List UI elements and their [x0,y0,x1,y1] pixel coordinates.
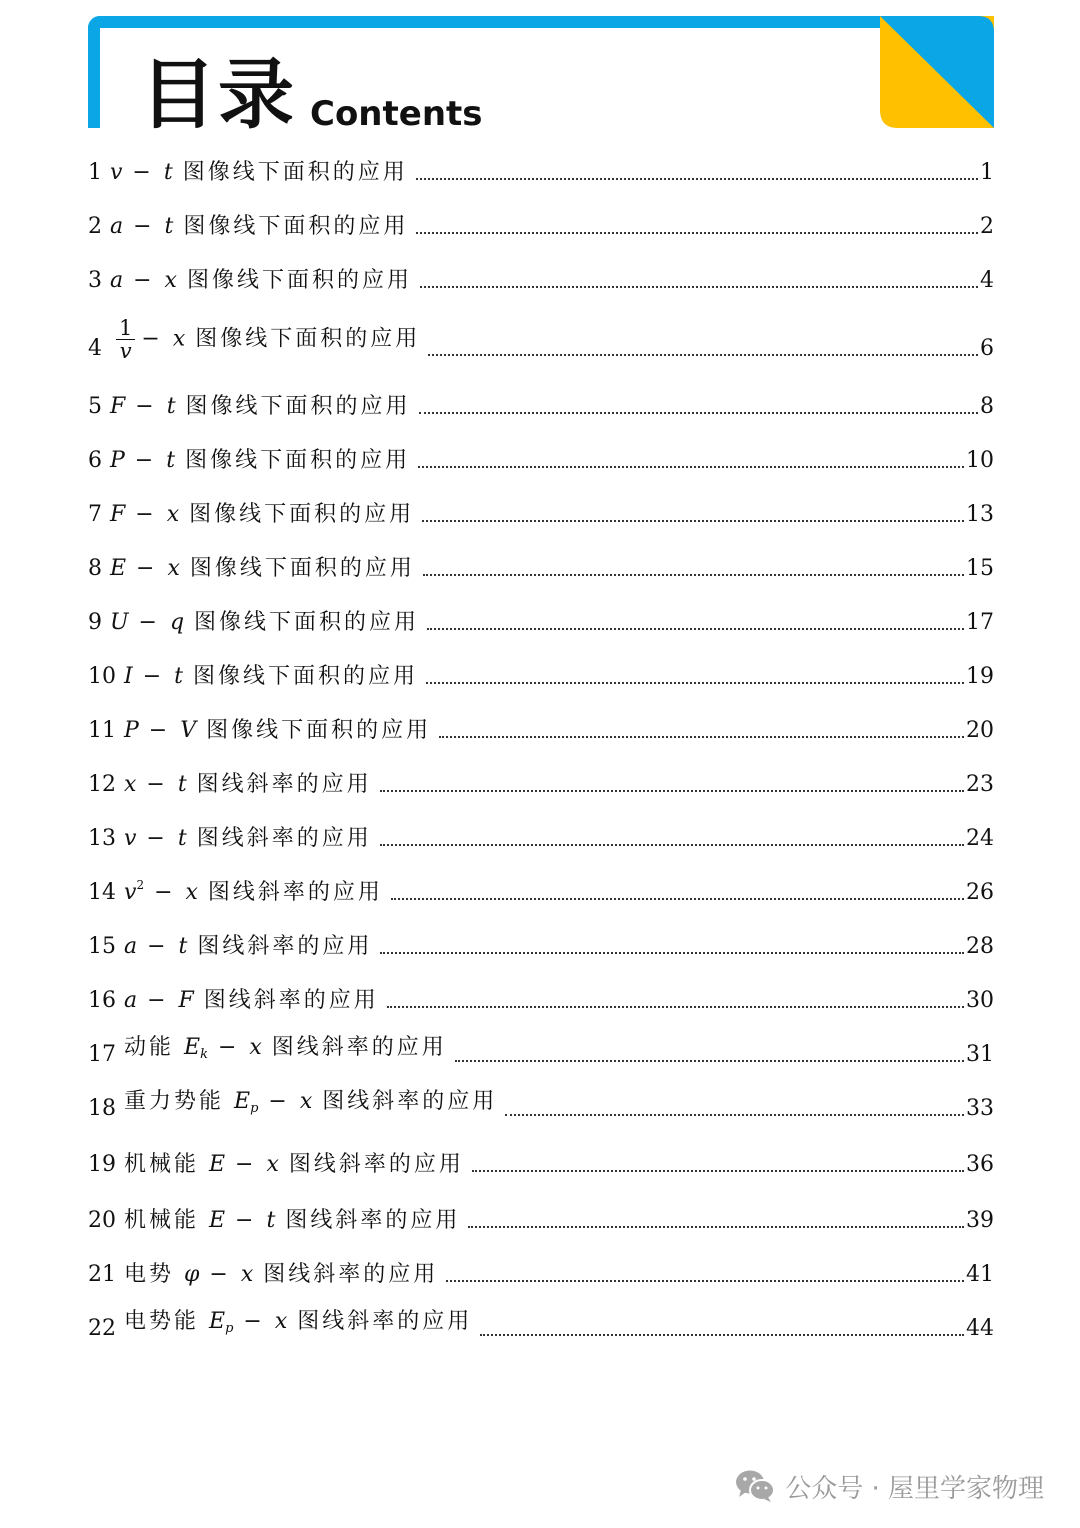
toc-leader-dots [380,790,964,792]
toc-entry-title: 动能 $E_k - x$ 图线斜率的应用 [124,1035,447,1062]
toc-entry[interactable] [88,488,994,528]
toc-entry-title: 重力势能 $E_p - x$ 图线斜率的应用 [124,1089,498,1116]
toc-entry-title: a − t 图像线下面积的应用 [110,214,409,239]
toc-entry-page: 20 [966,718,994,743]
toc-entry-page: 23 [966,772,994,797]
toc-entry-number: 2 [88,214,102,239]
toc-leader-dots [387,1006,964,1008]
toc-entry-number: 21 [88,1262,116,1287]
header-top-bar [88,16,994,28]
toc-leader-dots [416,178,978,180]
corner-decoration [880,16,994,128]
page-subtitle: Contents [310,94,483,134]
toc-entry[interactable] [88,1194,994,1234]
toc-leader-dots [480,1334,964,1336]
toc-entry[interactable] [88,866,994,906]
toc-entry[interactable] [88,1138,994,1178]
toc-entry[interactable] [88,1302,994,1342]
toc-entry-page: 24 [966,826,994,851]
toc-entry-page: 10 [966,448,994,473]
toc-entry[interactable] [88,146,994,186]
toc-entry-title: U − q 图像线下面积的应用 [110,610,420,635]
toc-entry-page: 4 [980,268,994,293]
toc-entry-page: 28 [966,934,994,959]
wechat-icon [735,1469,775,1503]
toc-entry-page: 41 [966,1262,994,1287]
toc-entry-title: $v^2 - x$ 图线斜率的应用 [124,878,383,905]
toc-entry-number: 13 [88,826,116,851]
toc-leader-dots [423,574,964,576]
toc-leader-dots [391,898,964,900]
toc-entry-number: 1 [88,160,102,185]
toc-entry-number: 12 [88,772,116,797]
toc-entry[interactable] [88,812,994,852]
toc-leader-dots [446,1280,964,1282]
toc-leader-dots [426,682,964,684]
toc-entry-title: P − t 图像线下面积的应用 [110,448,411,473]
header-left-bar [88,16,100,128]
toc-entry-page: 15 [966,556,994,581]
toc-entry-page: 33 [966,1096,994,1121]
toc-entry[interactable] [88,1248,994,1288]
toc-entry-number: 18 [88,1096,116,1121]
toc-entry[interactable] [88,312,994,362]
toc-entry-page: 30 [966,988,994,1013]
toc-entry-title: 机械能 E − x 图线斜率的应用 [124,1152,464,1177]
toc-entry[interactable] [88,200,994,240]
toc-entry-title: x − t 图线斜率的应用 [124,772,372,797]
toc-entry[interactable] [88,254,994,294]
toc-leader-dots [455,1060,964,1062]
watermark-text: 公众号 · 屋里学家物理 [785,1473,1044,1504]
toc-leader-dots [418,466,964,468]
toc-entry-page: 44 [966,1316,994,1341]
toc-entry-title: a − x 图像线下面积的应用 [110,268,412,293]
toc-entry-number: 20 [88,1208,116,1233]
toc-entry[interactable] [88,758,994,798]
toc-entry[interactable] [88,1028,994,1068]
toc-entry-number: 7 [88,502,102,527]
toc-entry-number: 6 [88,448,102,473]
toc-leader-dots [380,844,964,846]
toc-entry-page: 39 [966,1208,994,1233]
toc-entry-page: 13 [966,502,994,527]
toc-leader-dots [472,1170,964,1172]
toc-entry-number: 14 [88,880,116,905]
toc-leader-dots [416,232,978,234]
page-title: 目录 [140,50,296,139]
toc-leader-dots [468,1226,964,1228]
toc-entry-title: 机械能 E − t 图线斜率的应用 [124,1208,461,1233]
toc-entry-page: 31 [966,1042,994,1067]
toc-entry-title: 电势 φ − x 图线斜率的应用 [124,1262,439,1287]
toc-leader-dots [419,412,978,414]
toc-entry-title: v − t 图像线下面积的应用 [110,160,408,185]
toc-entry[interactable] [88,920,994,960]
toc-entry-number: 3 [88,268,102,293]
toc-entry-title: P − V 图像线下面积的应用 [124,718,432,743]
toc-leader-dots [439,736,964,738]
toc-leader-dots [422,520,964,522]
toc-entry-number: 19 [88,1152,116,1177]
toc-entry-title: I − t 图像线下面积的应用 [124,664,418,689]
toc-entry-title: F − t 图像线下面积的应用 [110,394,411,419]
toc-entry-title: $\frac{1}{v}$ − x 图像线下面积的应用 [110,317,420,362]
toc-entry-page: 19 [966,664,994,689]
toc-entry-title: F − x 图像线下面积的应用 [110,502,415,527]
toc-entry-title: 电势能 $E_p - x$ 图线斜率的应用 [124,1309,473,1336]
toc-entry-page: 26 [966,880,994,905]
toc-entry-number: 10 [88,664,116,689]
toc-entry-number: 22 [88,1316,116,1341]
toc-entry[interactable] [88,596,994,636]
toc-entry-title: E − x 图像线下面积的应用 [110,556,415,581]
toc-entry-page: 17 [966,610,994,635]
toc-entry[interactable] [88,542,994,582]
toc-entry-number: 16 [88,988,116,1013]
toc-entry[interactable] [88,974,994,1014]
toc-leader-dots [427,628,964,630]
toc-entry-number: 8 [88,556,102,581]
toc-entry[interactable] [88,434,994,474]
toc-entry-page: 8 [980,394,994,419]
toc-header [88,16,994,139]
toc-entry-title: v − t 图线斜率的应用 [124,826,372,851]
toc-entry[interactable] [88,650,994,690]
toc-leader-dots [380,952,964,954]
toc-entry-title: a − t 图线斜率的应用 [124,934,373,959]
toc-entry-title: a − F 图线斜率的应用 [124,988,379,1013]
toc-entry-page: 1 [980,160,994,185]
toc-entry-number: 4 [88,336,102,361]
toc-entry-page: 2 [980,214,994,239]
toc-entry-page: 36 [966,1152,994,1177]
toc-leader-dots [505,1114,964,1116]
toc-entry-number: 11 [88,718,116,743]
toc-entry[interactable] [88,380,994,420]
toc-leader-dots [420,286,978,288]
toc-entry-page: 6 [980,336,994,361]
watermark [735,1464,1044,1508]
toc-leader-dots [428,354,978,356]
toc-entry-number: 17 [88,1042,116,1067]
toc-entry-number: 5 [88,394,102,419]
toc-entry[interactable] [88,1082,994,1122]
toc-entry-number: 9 [88,610,102,635]
toc-entry-number: 15 [88,934,116,959]
toc-entry[interactable] [88,704,994,744]
